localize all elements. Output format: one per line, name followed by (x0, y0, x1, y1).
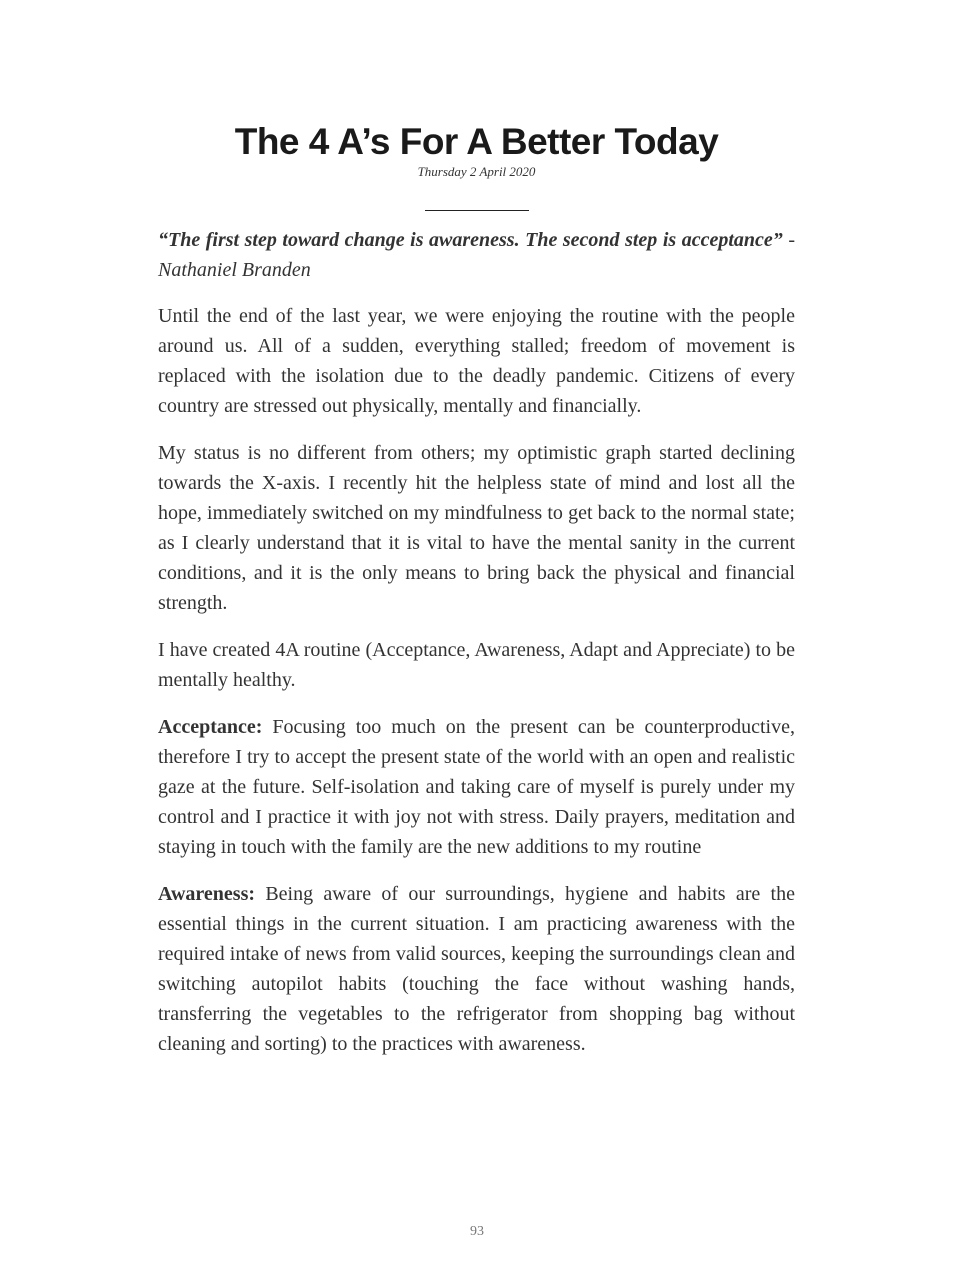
section-text: Focusing too much on the present can be counterproductive, therefore I try to accept the present state of the world with an open and realistic gaze at the future. Self-isolation and taking care of myself is purely under my control and I practice it with joy not with stress. Daily prayers, meditation and staying in touch with the family are the new additions to my routine (158, 716, 795, 858)
body-paragraph: Until the end of the last year, we were enjoying the routine with the people around us. All of a sudden, everything stalled; freedom of movement is replaced with the isolation due to the deadly pandemic. Citizens of every country are stressed out physically, mentally and financially. (158, 305, 795, 417)
section-awareness (158, 879, 795, 1059)
page-number: 93 (470, 1224, 484, 1239)
quote-author: Nathaniel Branden (158, 259, 311, 281)
section-label: Awareness: (158, 883, 256, 905)
body-paragraph: My status is no different from others; my optimistic graph started declining towards the X-axis. I recently hit the helpless state of mind and lost all the hope, immediately switched on my mindfulness to get back to the normal state; as I clearly understand that it is vital to have the mental sanity in the current conditions, and it is the only means to bring back the physical and financial strength. (158, 442, 795, 614)
article-title: The 4 A’s For A Better Today (234, 121, 719, 162)
body-paragraph: I have created 4A routine (Acceptance, Awareness, Adapt and Appreciate) to be mentally healthy. (158, 639, 795, 691)
title-divider (425, 210, 529, 211)
section-text: Being aware of our surroundings, hygiene and habits are the essential things in the current situation. I am practicing awareness with the required intake of news from valid sources, keeping the surroundings clean and switching autopilot habits (touching the face without washing hands, transferring the vegetables to the refrigerator from shopping bag without cleaning and sorting) to the practices with awareness. (158, 883, 795, 1055)
article-date: Thursday 2 April 2020 (417, 164, 536, 179)
article (158, 120, 795, 1076)
section-label: Acceptance: (158, 716, 263, 738)
section-acceptance (158, 712, 795, 862)
quote-text: “The first step toward change is awareness. The second step is acceptance” (158, 229, 783, 251)
epigraph-quote (158, 225, 795, 285)
quote-separator: - (782, 229, 795, 251)
